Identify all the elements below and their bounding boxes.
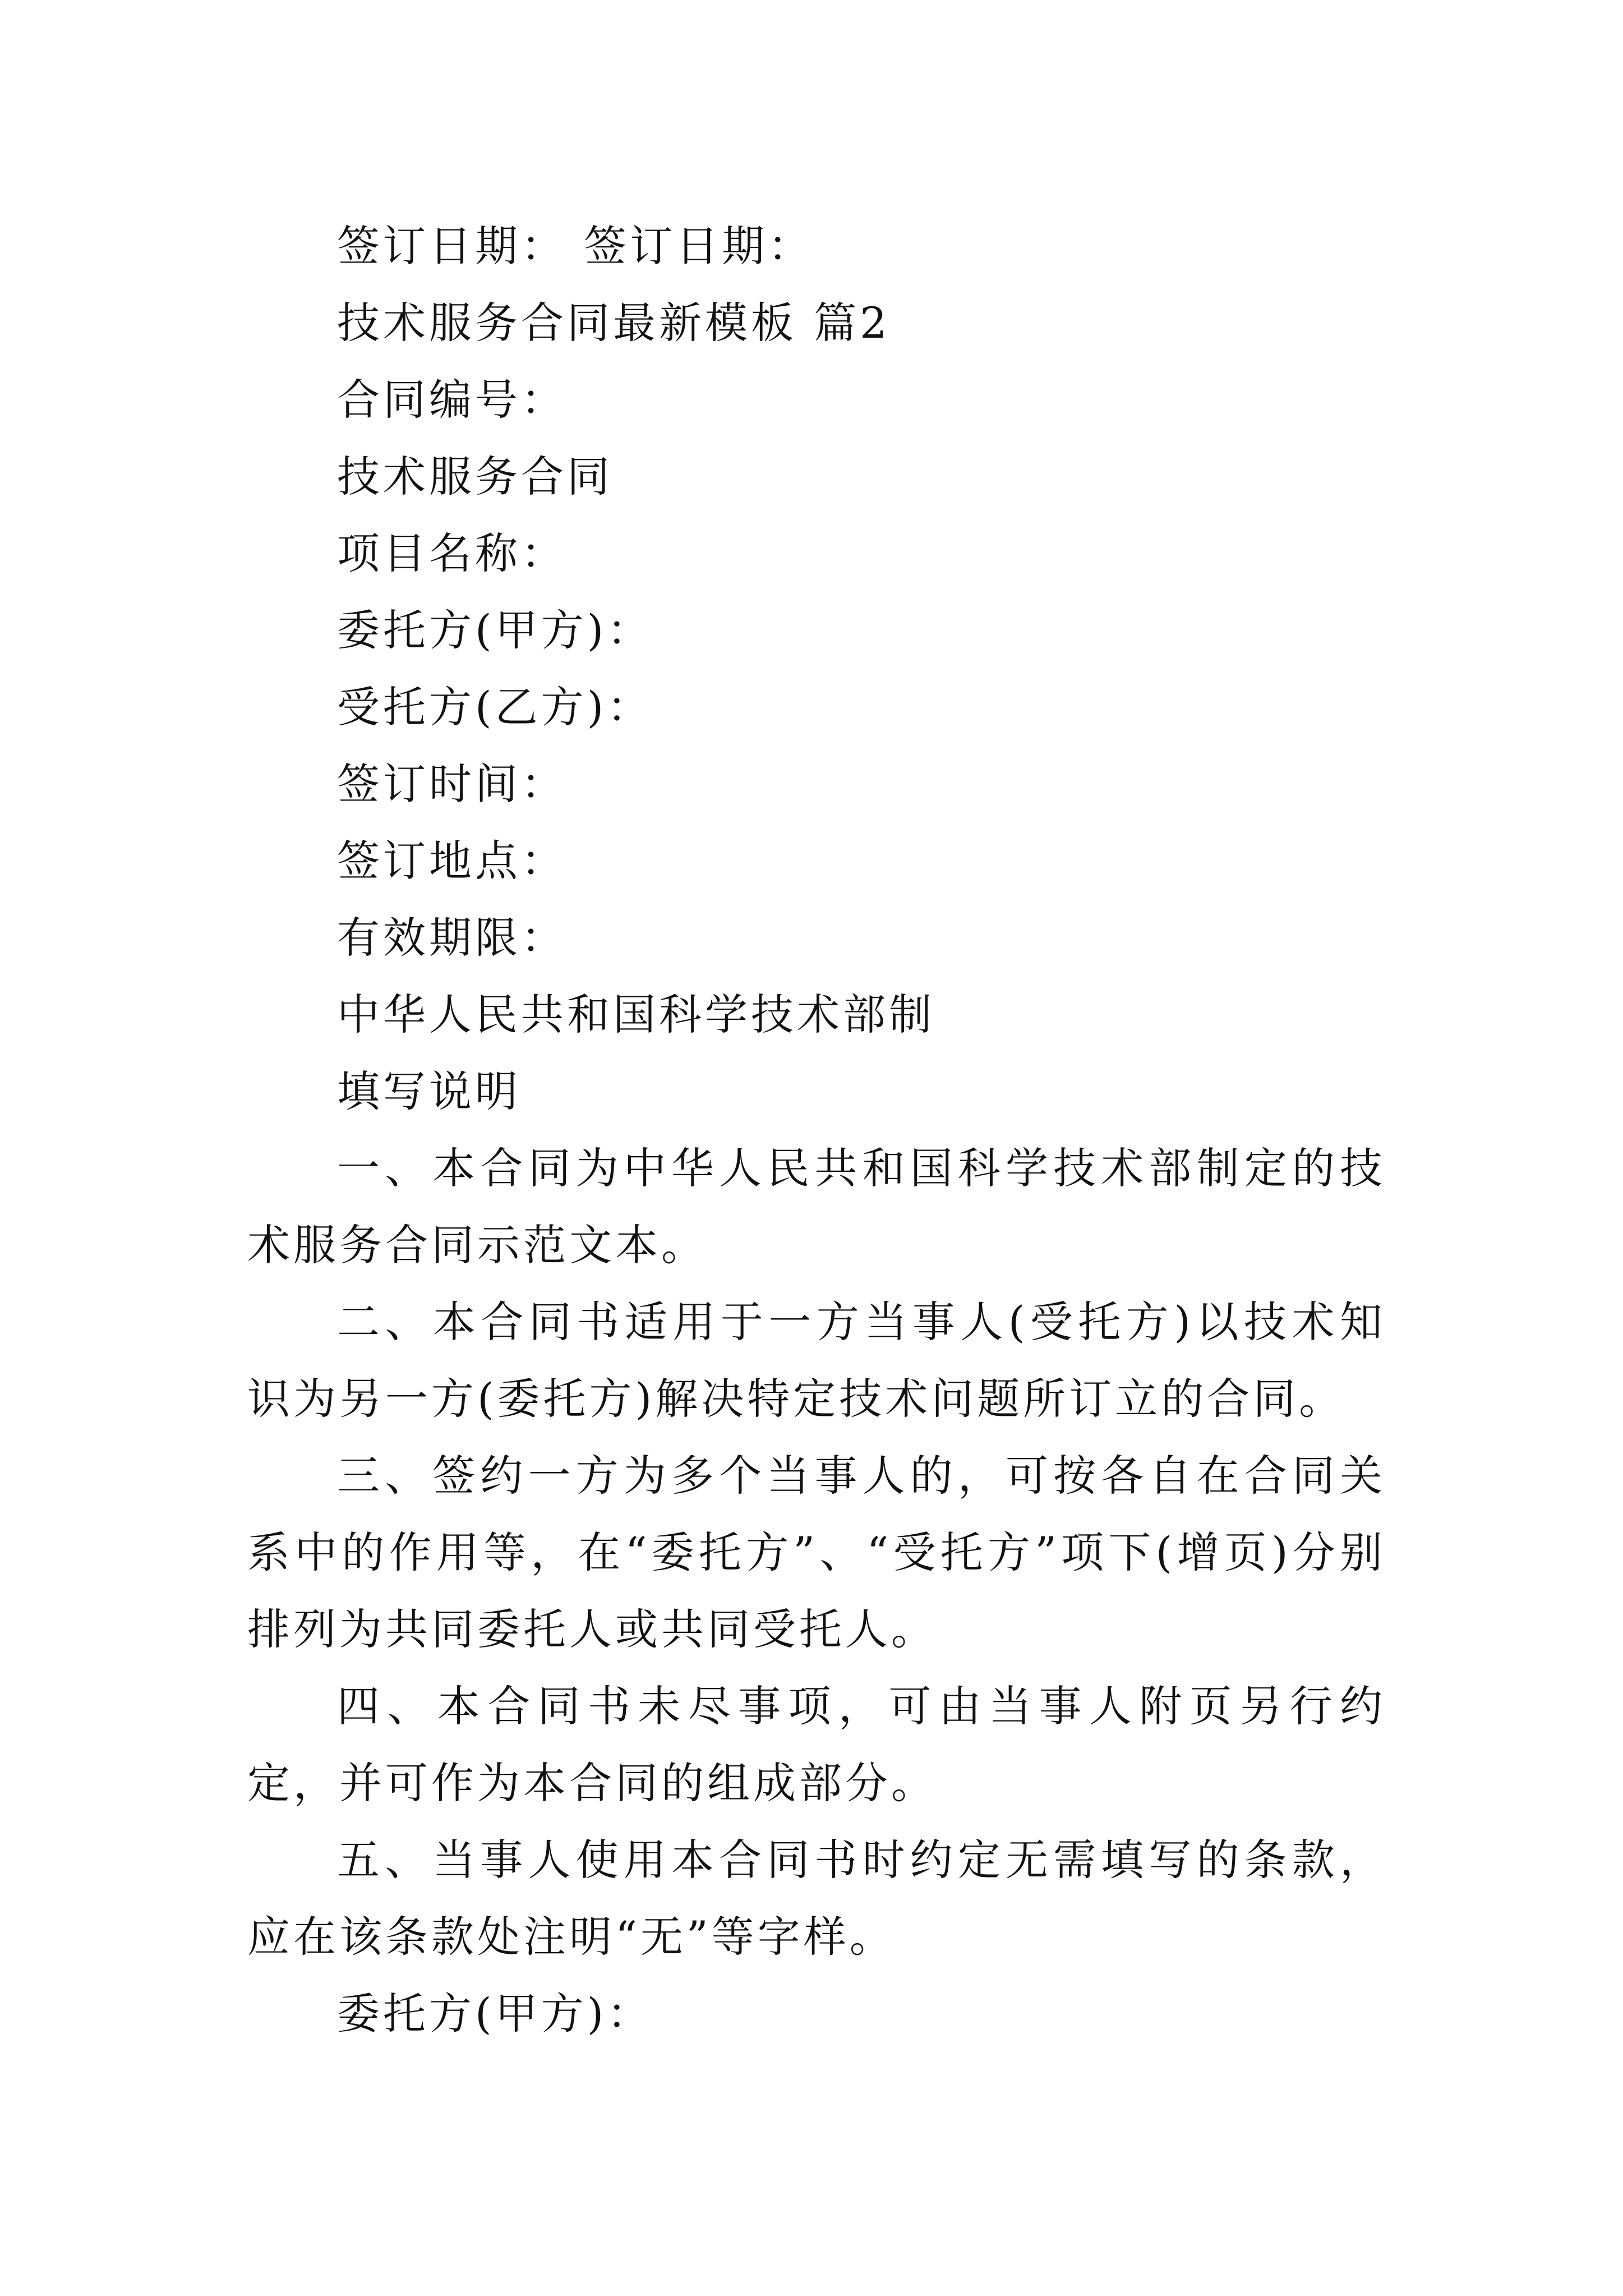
instruction-paragraph-2: 二、本合同书适用于一方当事人(受托方)以技术知识为另一方(委托方)解决特定技术问题所订立的合同。 <box>247 1297 1386 1424</box>
sign-date-line: 签订日期： 签订日期： <box>337 221 814 271</box>
contract-number-line: 合同编号： <box>337 375 567 425</box>
party-a-final-line: 委托方(甲方)： <box>337 1989 653 2039</box>
project-name-line: 项目名称： <box>337 528 567 578</box>
document-body <box>247 208 1386 2052</box>
issuer-line: 中华人民共和国科学技术部制 <box>337 990 935 1039</box>
instructions-heading: 填写说明 <box>337 1066 521 1116</box>
sign-place-line: 签订地点： <box>337 836 567 886</box>
party-b-line: 受托方(乙方)： <box>337 682 653 732</box>
sign-time-line: 签订时间： <box>337 759 567 809</box>
party-a-line: 委托方(甲方)： <box>337 605 653 655</box>
instruction-paragraph-4: 四、本合同书未尽事项，可由当事人附页另行约定，并可作为本合同的组成部分。 <box>247 1681 1386 1808</box>
contract-title: 技术服务合同 <box>337 452 613 501</box>
instruction-paragraph-1: 一、本合同为中华人民共和国科学技术部制定的技术服务合同示范文本。 <box>247 1143 1386 1270</box>
section-heading: 技术服务合同最新模板 篇2 <box>337 298 891 348</box>
validity-line: 有效期限： <box>337 913 567 963</box>
instruction-paragraph-5: 五、当事人使用本合同书时约定无需填写的条款，应在该条款处注明“无”等字样。 <box>247 1835 1386 1962</box>
instruction-paragraph-3: 三、签约一方为多个当事人的，可按各自在合同关系中的作用等，在“委托方”、“受托方”项下(增页)分别排列为共同委托人或共同受托人。 <box>247 1451 1386 1654</box>
